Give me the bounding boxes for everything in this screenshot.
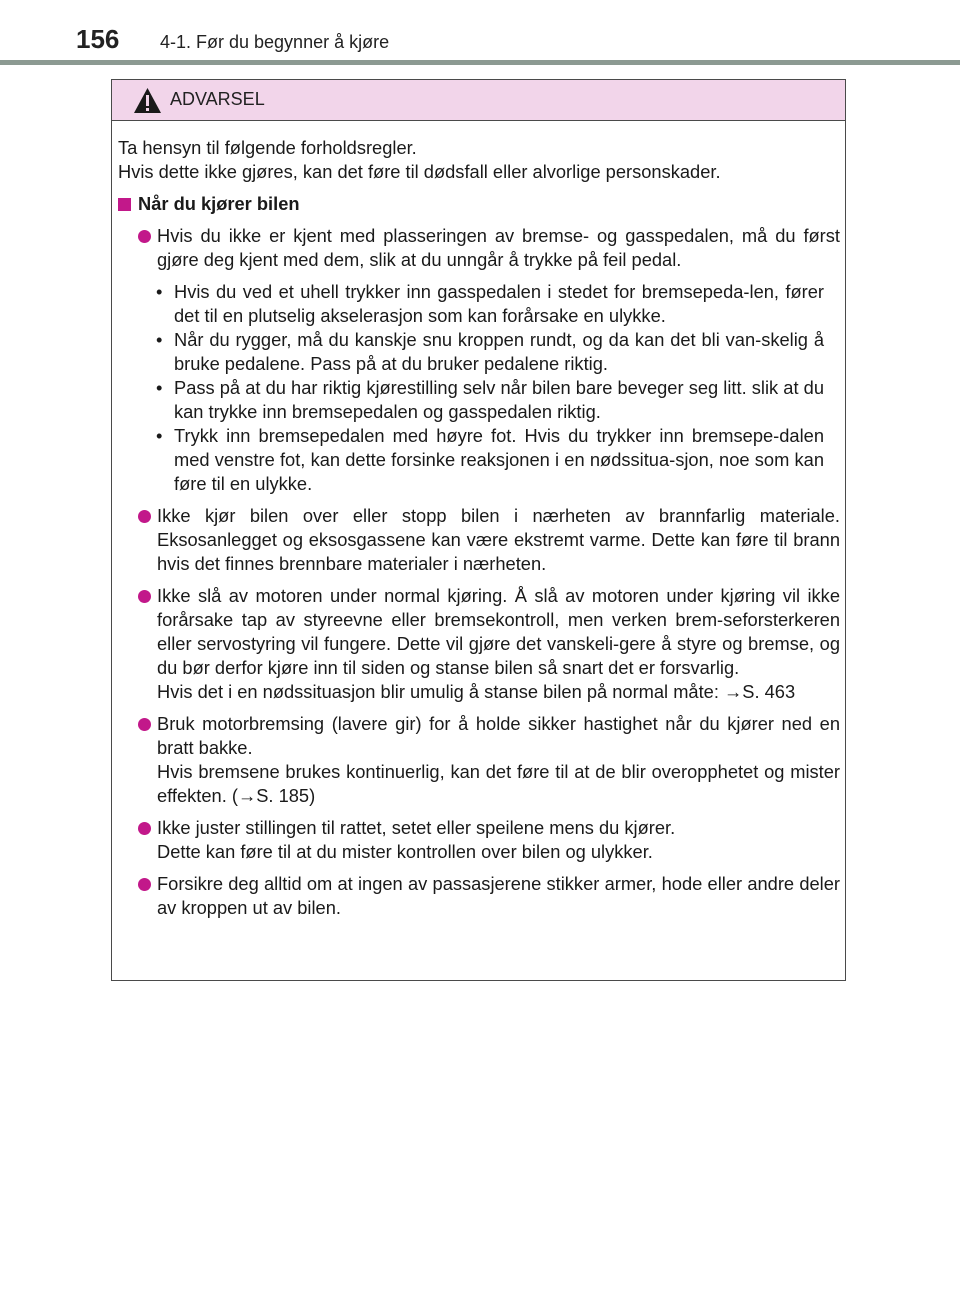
warning-content — [118, 136, 840, 920]
section-title: 4-1. Før du begynner å kjøre — [160, 32, 390, 52]
point-item — [118, 224, 840, 272]
point-item — [118, 504, 840, 576]
header-rule — [0, 60, 960, 65]
bullet-dot-icon: • — [156, 329, 163, 350]
point-text: Hvis det i en nødssituasjon blir umulig å stanse bilen på normal måte: →S. 463 — [157, 681, 796, 702]
circle-bullet-icon — [138, 510, 151, 523]
sub-bullet-item — [156, 376, 824, 424]
point-item — [118, 872, 840, 920]
circle-bullet-icon — [138, 878, 151, 891]
warning-box — [111, 79, 846, 981]
sub-bullet-text: Trykk inn bremsepedalen med høyre fot. Hvis du trykker inn bremsepe-dalen med venstre fot, kan dette forsinke reaksjonen i en nødssitua-sjon, noe som kan føre til en ulykke. — [174, 425, 824, 494]
circle-bullet-icon — [138, 590, 151, 603]
sub-bullet-text: Når du rygger, må du kanskje snu kroppen rundt, og da kan det bli van-skelig å bruke pedalene. Pass på at du bruker pedalene riktig. — [174, 329, 824, 374]
sub-bullet-text: Hvis du ved et uhell trykker inn gasspedalen i stedet for bremsepeda-len, fører det til en plutselig akselerasjon som kan forårsake en ulykke. — [174, 281, 824, 326]
point-item — [118, 816, 840, 864]
square-bullet-icon — [118, 198, 131, 211]
point-text: Dette kan føre til at du mister kontrollen over bilen og ulykker. — [157, 841, 653, 862]
intro — [118, 136, 840, 184]
point-text: Forsikre deg alltid om at ingen av passasjerene stikker armer, hode eller andre deler av kroppen ut av bilen. — [157, 873, 840, 918]
point-text: Hvis bremsene brukes kontinuerlig, kan det føre til at de blir overopphetet og mister effekten. (→S. 185) — [157, 761, 840, 806]
circle-bullet-icon — [138, 230, 151, 243]
point-text: Ikke kjør bilen over eller stopp bilen i nærheten av brannfarlig materiale. Eksosanlegget og eksosgassene kan være ekstremt varme. Dette kan føre til brann hvis det finnes brennbare materialer i nærheten. — [157, 505, 840, 574]
intro-line: Ta hensyn til følgende forholdsregler. — [118, 137, 417, 158]
bullet-dot-icon: • — [156, 377, 163, 398]
sub-bullet-item — [156, 328, 824, 376]
section-heading — [118, 192, 840, 216]
circle-bullet-icon — [138, 718, 151, 731]
page-number: 156 — [76, 24, 120, 54]
point-item — [118, 584, 840, 704]
warning-triangle-icon — [133, 87, 162, 114]
warning-header — [112, 80, 845, 121]
point-text: Hvis du ikke er kjent med plasseringen av bremse- og gasspedalen, må du først gjøre deg kjent med dem, slik at du unngår å trykke på feil pedal. — [157, 225, 840, 270]
point-text: Ikke juster stillingen til rattet, setet eller speilene mens du kjører. — [157, 817, 676, 838]
point-item — [118, 712, 840, 808]
sub-bullet-text: Pass på at du har riktig kjørestilling selv når bilen bare beveger seg litt. slik at du kan trykke inn bremsepedalen og gasspedalen riktig. — [174, 377, 824, 422]
bullet-dot-icon: • — [156, 281, 163, 302]
sub-bullet-item — [156, 280, 824, 328]
point-text: Ikke slå av motoren under normal kjøring. Å slå av motoren under kjøring vil ikke forårsake tap av styreevne eller bremsekontroll, men verken brem-seforsterkeren eller servostyring vil fungere. Dette vil gjøre det vanskeli-gere å styre og bremse, og du bør derfor kjøre inn til siden og stanse bilen så snart det er forsvarlig. — [157, 585, 840, 678]
circle-bullet-icon — [138, 822, 151, 835]
sub-bullet-list — [118, 280, 840, 496]
section-heading-text: Når du kjører bilen — [138, 193, 300, 214]
intro-line: Hvis dette ikke gjøres, kan det føre til dødsfall eller alvorlige personskader. — [118, 161, 721, 182]
sub-bullet-item — [156, 424, 824, 496]
bullet-dot-icon: • — [156, 425, 163, 446]
warning-title: ADVARSEL — [170, 89, 265, 109]
point-text: Bruk motorbremsing (lavere gir) for å holde sikker hastighet når du kjører ned en bratt bakke. — [157, 713, 840, 758]
